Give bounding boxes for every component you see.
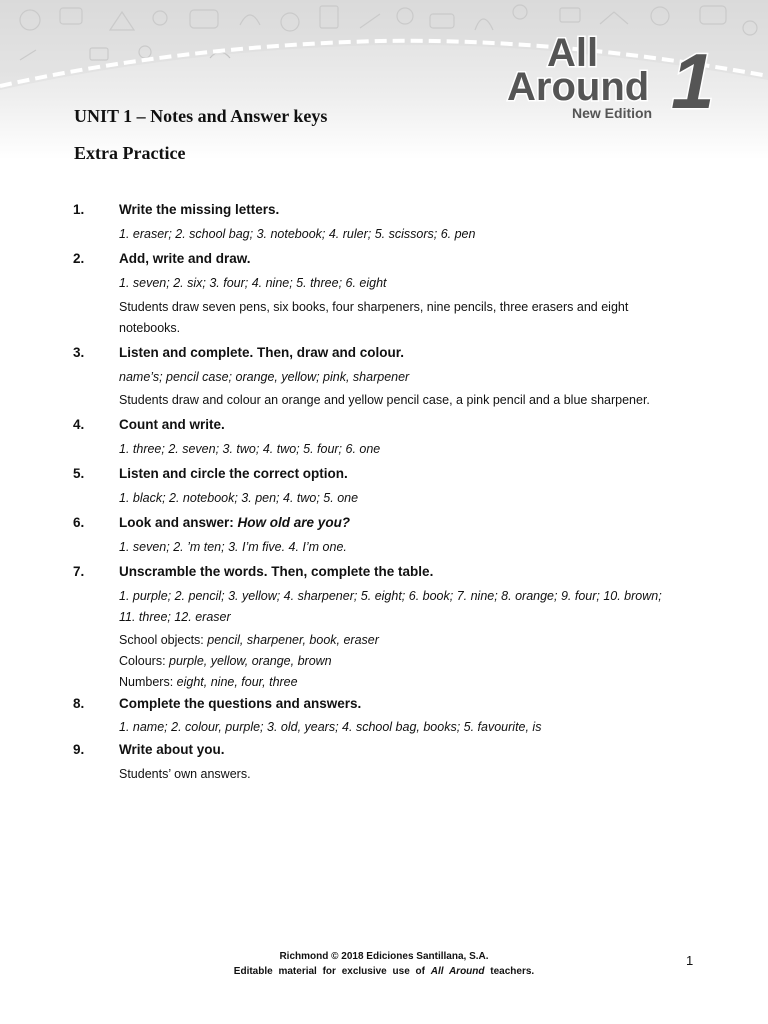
exercise-title: Listen and circle the correct option. [119, 466, 348, 481]
colours-row [119, 651, 709, 672]
teacher-note: Students draw seven pens, six books, four sharpeners, nine pencils, three erasers and eight [119, 300, 629, 314]
answer-key: 1. name; 2. colour, purple; 3. old, years; 4. school bag, books; 5. favourite, is [119, 720, 542, 734]
answer-key: 1. seven; 2. six; 3. four; 4. nine; 5. three; 6. eight [119, 276, 387, 290]
exercise-title [119, 515, 350, 530]
answer-key: Students’ own answers. [119, 767, 251, 781]
answer-key: 1. eraser; 2. school bag; 3. notebook; 4. ruler; 5. scissors; 6. pen [119, 227, 476, 241]
teacher-note: Students draw and colour an orange and yellow pencil case, a pink pencil and a blue sharpener. [119, 393, 650, 407]
footer-prefix: Editable material for exclusive use of [233, 966, 425, 977]
row-label: Numbers: [119, 675, 174, 689]
exercise-number: 9. [73, 742, 85, 757]
exercise-number: 2. [73, 251, 85, 266]
row-label: School objects: [119, 633, 204, 647]
svg-text:Around: Around [507, 65, 650, 109]
page-number: 1 [686, 953, 694, 968]
exercise-title: Add, write and draw. [119, 251, 251, 266]
svg-text:1: 1 [671, 37, 715, 125]
teacher-note: notebooks. [119, 321, 181, 335]
footer-brand: All Around [430, 966, 485, 977]
answer-key: 1. black; 2. notebook; 3. pen; 4. two; 5. one [119, 491, 359, 505]
answer-key: 1. purple; 2. pencil; 3. yellow; 4. sharpener; 5. eight; 6. book; 7. nine; 8. orange; 9. four; 10. brown; [119, 589, 662, 603]
footer-suffix: teachers. [490, 966, 535, 977]
svg-text:All: All [547, 31, 599, 75]
row-label: Colours: [119, 654, 166, 668]
exercise-number: 8. [73, 696, 85, 711]
exercise-number: 1. [73, 202, 85, 217]
row-values: pencil, sharpener, book, eraser [207, 633, 379, 647]
svg-text:New Edition: New Edition [572, 105, 653, 121]
school-objects-row [119, 630, 709, 651]
answer-key: name’s; pencil case; orange, yellow; pink, sharpener [119, 370, 410, 384]
exercise-number: 3. [73, 345, 85, 360]
section-title: Extra Practice [74, 143, 186, 163]
row-values: purple, yellow, orange, brown [169, 654, 332, 668]
footer-editable-notice [0, 966, 768, 977]
exercise-number: 4. [73, 417, 85, 432]
answer-key: 1. three; 2. seven; 3. two; 4. two; 5. four; 6. one [119, 442, 381, 456]
exercise-title: Count and write. [119, 417, 225, 432]
page-title: UNIT 1 – Notes and Answer keys [74, 106, 328, 126]
exercise-number: 6. [73, 515, 85, 530]
numbers-row [119, 672, 709, 693]
row-values: eight, nine, four, three [176, 675, 298, 689]
exercise-title: Complete the questions and answers. [119, 696, 362, 711]
all-around-logo [505, 30, 720, 125]
answer-key: 11. three; 12. eraser [119, 610, 231, 624]
exercise-title: Listen and complete. Then, draw and colour. [119, 345, 405, 360]
footer-copyright: Richmond © 2018 Ediciones Santillana, S.A. [279, 951, 489, 962]
exercise-title-question: How old are you? [237, 515, 351, 530]
exercise-title-text: Look and answer: [119, 515, 234, 530]
exercise-title: Unscramble the words. Then, complete the table. [119, 564, 434, 579]
exercise-number: 5. [73, 466, 85, 481]
answer-key: 1. seven; 2. ’m ten; 3. I’m five. 4. I’m one. [119, 540, 347, 554]
exercise-title: Write about you. [119, 742, 225, 757]
exercise-title: Write the missing letters. [119, 202, 280, 217]
exercise-number: 7. [73, 564, 85, 579]
